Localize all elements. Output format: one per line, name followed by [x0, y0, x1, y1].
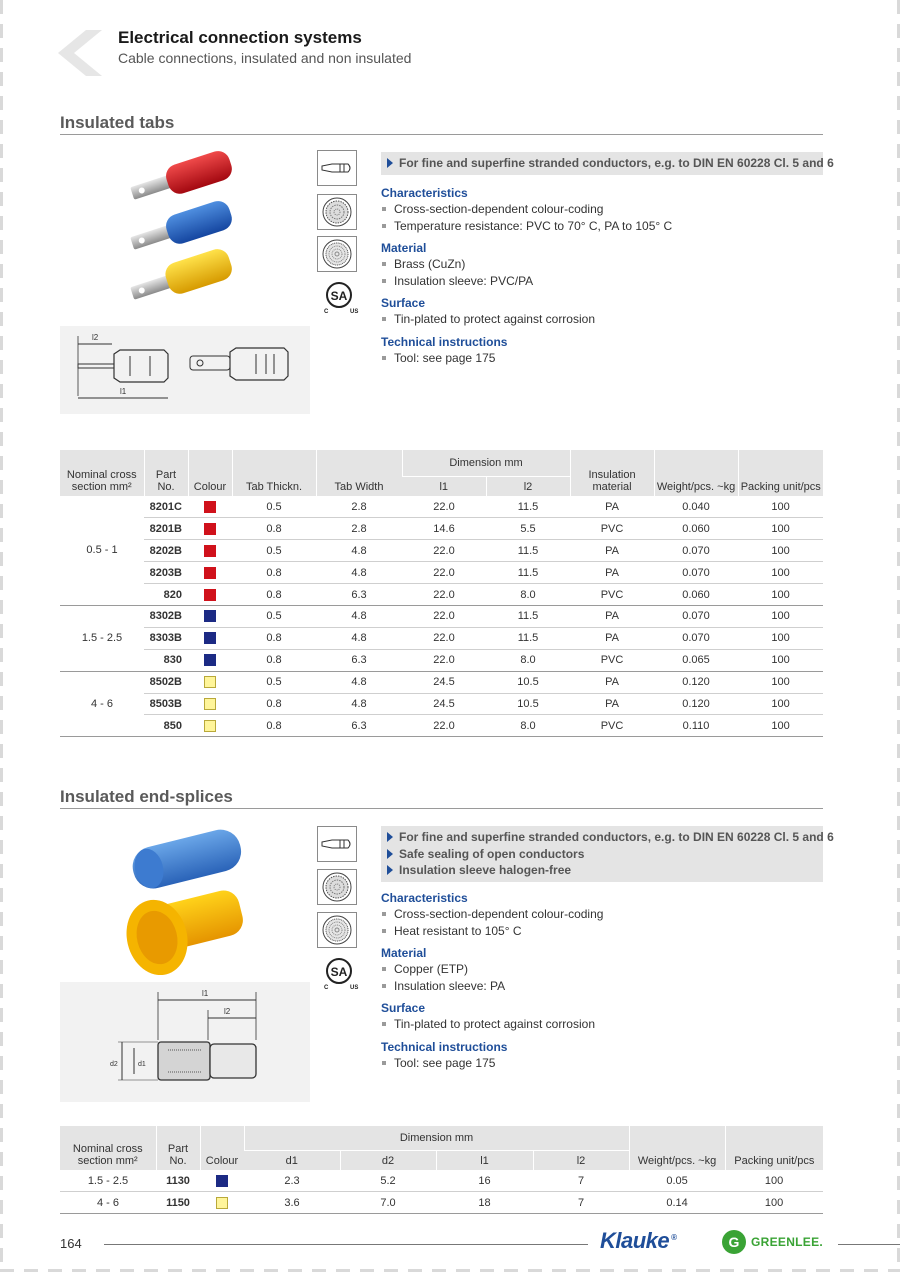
- cross-section-cell: 4 - 6: [60, 1192, 156, 1214]
- feature-line: [387, 862, 815, 879]
- terminal-lug-icon: [317, 150, 357, 186]
- page-title: Electrical connection systems: [118, 28, 362, 47]
- colour-cell: [188, 627, 232, 649]
- section-divider: [60, 134, 823, 135]
- spec-item: Insulation sleeve: PA: [381, 978, 821, 995]
- spec-item: Tool: see page 175: [381, 1055, 821, 1072]
- l2-cell: 10.5: [486, 671, 570, 693]
- page-subtitle: Cable connections, insulated and non insulated: [118, 50, 412, 66]
- insulation-cell: PA: [570, 693, 654, 715]
- col-header-d1: d1: [244, 1150, 340, 1170]
- l2-cell: 11.5: [486, 540, 570, 562]
- table-row: [60, 496, 823, 518]
- l1-cell: 22.0: [402, 562, 486, 584]
- drawing-label-l2: l2: [92, 333, 99, 342]
- weight-cell: 0.065: [654, 649, 738, 671]
- insulated-end-splices-photo: [118, 825, 248, 975]
- spec-heading-technical-instructions: Technical instructions: [381, 1039, 508, 1054]
- klauke-logo-text: Klauke: [600, 1228, 670, 1253]
- triangle-bullet-icon: [387, 849, 393, 859]
- table-row: [60, 649, 823, 671]
- cross-section-cell: 0.5 - 1: [60, 496, 144, 605]
- part-number-cell: 850: [144, 715, 188, 737]
- colour-swatch-red: [204, 545, 216, 557]
- col-header-cross-section: Nominal cross section mm²: [60, 1126, 156, 1170]
- colour-cell: [188, 518, 232, 540]
- colour-swatch-blue: [204, 632, 216, 644]
- csa-certification-icon: [318, 956, 360, 990]
- spec-heading-characteristics: Characteristics: [381, 186, 468, 200]
- insulation-cell: PVC: [570, 518, 654, 540]
- tab-thickness-cell: 0.8: [232, 649, 316, 671]
- tab-width-cell: 2.8: [316, 518, 402, 540]
- l2-cell: 8.0: [486, 715, 570, 737]
- csa-mark-main: SA: [330, 289, 348, 303]
- colour-cell: [188, 496, 232, 518]
- insulation-cell: PA: [570, 605, 654, 627]
- registered-mark: ®: [671, 1232, 677, 1242]
- weight-cell: 0.070: [654, 627, 738, 649]
- cross-section-cell: 4 - 6: [60, 671, 144, 737]
- tab-thickness-cell: 0.8: [232, 627, 316, 649]
- chevron-left-icon: [58, 30, 102, 76]
- l1-cell: 22.0: [402, 496, 486, 518]
- part-number-cell: 8503B: [144, 693, 188, 715]
- d1-cell: 2.3: [244, 1170, 340, 1192]
- insulation-cell: PA: [570, 671, 654, 693]
- csa-mark-c: C: [324, 309, 329, 314]
- tab-thickness-cell: 0.5: [232, 540, 316, 562]
- drawing-label-d2: d2: [110, 1061, 118, 1068]
- col-header-insulation: Insulation material: [570, 450, 654, 496]
- colour-cell: [200, 1192, 244, 1214]
- part-number-cell: 8202B: [144, 540, 188, 562]
- col-header-cross-section: Nominal cross section mm²: [60, 450, 144, 496]
- packing-cell: 100: [725, 1170, 823, 1192]
- part-number-cell: 8201C: [144, 496, 188, 518]
- weight-cell: 0.060: [654, 518, 738, 540]
- packing-cell: 100: [738, 584, 823, 606]
- feature-text: For fine and superfine stranded conductors, e.g. to DIN EN 60228 Cl. 5 and 6: [399, 156, 834, 170]
- colour-cell: [188, 562, 232, 584]
- col-header-packing: Packing unit/pcs: [738, 450, 823, 496]
- part-number-cell: 1150: [156, 1192, 200, 1214]
- tab-width-cell: 4.8: [316, 540, 402, 562]
- drawing-label-l1: l1: [120, 387, 127, 396]
- packing-cell: 100: [738, 540, 823, 562]
- weight-cell: 0.110: [654, 715, 738, 737]
- tab-width-cell: 4.8: [316, 562, 402, 584]
- spec-heading-surface: Surface: [381, 1001, 426, 1015]
- section-title-insulated-end-splices: Insulated end-splices: [60, 787, 233, 806]
- packing-cell: 100: [738, 562, 823, 584]
- colour-cell: [188, 584, 232, 606]
- colour-swatch-yellow: [204, 720, 216, 732]
- greenlee-logo-text: GREENLEE.: [751, 1235, 824, 1249]
- spec-list-insulated-tabs: [381, 185, 821, 366]
- feature-text: Insulation sleeve halogen-free: [399, 863, 572, 877]
- colour-swatch-red: [204, 523, 216, 535]
- csa-mark-main: SA: [330, 965, 348, 979]
- colour-swatch-blue: [216, 1175, 228, 1187]
- feature-line: [387, 846, 815, 863]
- table-row: [60, 584, 823, 606]
- page-number: 164: [60, 1236, 82, 1251]
- insulation-cell: PVC: [570, 649, 654, 671]
- csa-mark-c: C: [324, 985, 329, 990]
- part-number-cell: 8201B: [144, 518, 188, 540]
- tab-width-cell: 4.8: [316, 693, 402, 715]
- feature-text: For fine and superfine stranded conductors, e.g. to DIN EN 60228 Cl. 5 and 6: [399, 830, 834, 844]
- col-header-tab-thickness: Tab Thickn.: [232, 450, 316, 496]
- spec-item: Tool: see page 175: [381, 350, 821, 367]
- colour-swatch-red: [204, 567, 216, 579]
- tab-width-cell: 2.8: [316, 496, 402, 518]
- colour-cell: [188, 671, 232, 693]
- csa-certification-icon: [318, 280, 360, 314]
- l1-cell: 16: [436, 1170, 533, 1192]
- klauke-logo: [600, 1228, 677, 1254]
- colour-swatch-yellow: [204, 676, 216, 688]
- table-row: [60, 693, 823, 715]
- l1-cell: 22.0: [402, 649, 486, 671]
- cross-section-cell: 1.5 - 2.5: [60, 1170, 156, 1192]
- l1-cell: 22.0: [402, 584, 486, 606]
- spec-item: Cross-section-dependent colour-coding: [381, 201, 821, 218]
- superfine-stranded-conductor-icon: [317, 912, 357, 948]
- l1-cell: 22.0: [402, 605, 486, 627]
- terminal-lug-icon: [317, 826, 357, 862]
- cross-section-cell: 1.5 - 2.5: [60, 605, 144, 671]
- tab-thickness-cell: 0.8: [232, 518, 316, 540]
- weight-cell: 0.070: [654, 540, 738, 562]
- colour-cell: [188, 605, 232, 627]
- tab-width-cell: 6.3: [316, 649, 402, 671]
- tab-thickness-cell: 0.5: [232, 496, 316, 518]
- fine-stranded-conductor-icon: [317, 869, 357, 905]
- l1-cell: 22.0: [402, 540, 486, 562]
- packing-cell: 100: [738, 693, 823, 715]
- col-header-l2: l2: [486, 476, 570, 496]
- insulation-cell: PA: [570, 496, 654, 518]
- col-header-colour: Colour: [188, 450, 232, 496]
- l2-cell: 8.0: [486, 649, 570, 671]
- l1-cell: 24.5: [402, 693, 486, 715]
- l2-cell: 11.5: [486, 496, 570, 518]
- table-row: [60, 562, 823, 584]
- l2-cell: 10.5: [486, 693, 570, 715]
- footer-rule: [104, 1244, 588, 1245]
- spec-heading-characteristics: Characteristics: [381, 891, 468, 905]
- table-row: [60, 1192, 823, 1214]
- triangle-bullet-icon: [387, 158, 393, 168]
- end-splice-drawing: [60, 982, 310, 1102]
- col-header-tab-width: Tab Width: [316, 450, 402, 496]
- spec-item: Copper (ETP): [381, 961, 821, 978]
- col-header-dimension: Dimension mm: [244, 1126, 629, 1150]
- table-row: [60, 671, 823, 693]
- feature-box-insulated-end-splices: [381, 826, 834, 882]
- spec-heading-technical-instructions: Technical instructions: [381, 334, 508, 349]
- part-number-cell: 1130: [156, 1170, 200, 1192]
- spec-item: Insulation sleeve: PVC/PA: [381, 273, 821, 290]
- insulation-cell: PA: [570, 540, 654, 562]
- spec-item: Heat resistant to 105° C: [381, 923, 821, 940]
- table-row: [60, 540, 823, 562]
- l2-cell: 11.5: [486, 605, 570, 627]
- l2-cell: 7: [533, 1192, 629, 1214]
- fine-stranded-conductor-icon: [317, 194, 357, 230]
- l1-cell: 22.0: [402, 715, 486, 737]
- insulated-end-splices-table: [60, 1126, 823, 1214]
- colour-swatch-blue: [204, 654, 216, 666]
- feature-text: Safe sealing of open conductors: [399, 846, 585, 861]
- insulation-cell: PA: [570, 627, 654, 649]
- drawing-label-l2: l2: [224, 1007, 231, 1016]
- l2-cell: 11.5: [486, 562, 570, 584]
- col-header-weight: Weight/pcs. ~kg: [629, 1126, 725, 1170]
- spec-heading-material: Material: [381, 946, 427, 960]
- l1-cell: 22.0: [402, 627, 486, 649]
- weight-cell: 0.040: [654, 496, 738, 518]
- spec-item: Tin-plated to protect against corrosion: [381, 1016, 821, 1033]
- weight-cell: 0.070: [654, 605, 738, 627]
- feature-line: [387, 829, 834, 846]
- colour-cell: [188, 715, 232, 737]
- tab-width-cell: 4.8: [316, 605, 402, 627]
- spec-item: Tin-plated to protect against corrosion: [381, 311, 821, 328]
- col-header-part-no: Part No.: [144, 450, 188, 496]
- packing-cell: 100: [738, 671, 823, 693]
- spec-heading-surface: Surface: [381, 296, 426, 310]
- tab-width-cell: 4.8: [316, 671, 402, 693]
- greenlee-logo: [722, 1230, 823, 1254]
- tab-width-cell: 6.3: [316, 584, 402, 606]
- insulated-tab-drawing: [60, 326, 310, 414]
- tab-thickness-cell: 0.8: [232, 584, 316, 606]
- section-divider: [60, 808, 823, 809]
- table-row: [60, 518, 823, 540]
- drawing-label-d1: d1: [138, 1061, 146, 1068]
- l2-cell: 11.5: [486, 627, 570, 649]
- colour-cell: [200, 1170, 244, 1192]
- col-header-colour: Colour: [200, 1126, 244, 1170]
- packing-cell: 100: [725, 1192, 823, 1214]
- tab-thickness-cell: 0.8: [232, 715, 316, 737]
- tab-thickness-cell: 0.5: [232, 671, 316, 693]
- colour-swatch-yellow: [216, 1197, 228, 1209]
- drawing-label-l1: l1: [202, 989, 209, 998]
- part-number-cell: 8302B: [144, 605, 188, 627]
- col-header-l1: l1: [436, 1150, 533, 1170]
- triangle-bullet-icon: [387, 832, 393, 842]
- feature-box-insulated-tabs: [381, 152, 834, 175]
- tab-width-cell: 6.3: [316, 715, 402, 737]
- colour-swatch-red: [204, 501, 216, 513]
- d2-cell: 5.2: [340, 1170, 436, 1192]
- colour-cell: [188, 693, 232, 715]
- colour-swatch-red: [204, 589, 216, 601]
- csa-mark-us: US: [350, 985, 359, 990]
- spec-item: Temperature resistance: PVC to 70° C, PA to 105° C: [381, 218, 821, 235]
- tab-thickness-cell: 0.8: [232, 693, 316, 715]
- weight-cell: 0.14: [629, 1192, 725, 1214]
- triangle-bullet-icon: [387, 865, 393, 875]
- table-row: [60, 605, 823, 627]
- weight-cell: 0.060: [654, 584, 738, 606]
- l1-cell: 24.5: [402, 671, 486, 693]
- d1-cell: 3.6: [244, 1192, 340, 1214]
- colour-swatch-blue: [204, 610, 216, 622]
- part-number-cell: 820: [144, 584, 188, 606]
- col-header-weight: Weight/pcs. ~kg: [654, 450, 738, 496]
- col-header-packing: Packing unit/pcs: [725, 1126, 823, 1170]
- col-header-d2: d2: [340, 1150, 436, 1170]
- weight-cell: 0.05: [629, 1170, 725, 1192]
- superfine-stranded-conductor-icon: [317, 236, 357, 272]
- insulated-tabs-photo: [125, 148, 245, 308]
- colour-cell: [188, 649, 232, 671]
- tab-width-cell: 4.8: [316, 627, 402, 649]
- weight-cell: 0.070: [654, 562, 738, 584]
- part-number-cell: 8502B: [144, 671, 188, 693]
- insulation-cell: PVC: [570, 584, 654, 606]
- l1-cell: 14.6: [402, 518, 486, 540]
- packing-cell: 100: [738, 627, 823, 649]
- col-header-part-no: Part No.: [156, 1126, 200, 1170]
- table-row: [60, 715, 823, 737]
- footer-rule: [838, 1244, 900, 1245]
- col-header-l2: l2: [533, 1150, 629, 1170]
- packing-cell: 100: [738, 649, 823, 671]
- insulation-cell: PVC: [570, 715, 654, 737]
- weight-cell: 0.120: [654, 671, 738, 693]
- tab-thickness-cell: 0.8: [232, 562, 316, 584]
- part-number-cell: 830: [144, 649, 188, 671]
- d2-cell: 7.0: [340, 1192, 436, 1214]
- insulation-cell: PA: [570, 562, 654, 584]
- l2-cell: 7: [533, 1170, 629, 1192]
- page-frame-left: [0, 0, 3, 1272]
- part-number-cell: 8303B: [144, 627, 188, 649]
- col-header-dimension: Dimension mm: [402, 450, 570, 476]
- spec-heading-material: Material: [381, 241, 427, 255]
- packing-cell: 100: [738, 715, 823, 737]
- l1-cell: 18: [436, 1192, 533, 1214]
- table-row: [60, 1170, 823, 1192]
- colour-cell: [188, 540, 232, 562]
- spec-item: Brass (CuZn): [381, 256, 821, 273]
- spec-item: Cross-section-dependent colour-coding: [381, 906, 821, 923]
- colour-swatch-yellow: [204, 698, 216, 710]
- col-header-l1: l1: [402, 476, 486, 496]
- packing-cell: 100: [738, 605, 823, 627]
- packing-cell: 100: [738, 496, 823, 518]
- spec-list-insulated-end-splices: [381, 890, 821, 1071]
- feature-line: [387, 155, 834, 172]
- weight-cell: 0.120: [654, 693, 738, 715]
- packing-cell: 100: [738, 518, 823, 540]
- table-row: [60, 627, 823, 649]
- csa-mark-us: US: [350, 309, 359, 314]
- insulated-tabs-table: [60, 450, 823, 737]
- section-title-insulated-tabs: Insulated tabs: [60, 113, 175, 132]
- part-number-cell: 8203B: [144, 562, 188, 584]
- greenlee-g-icon: G: [722, 1230, 746, 1254]
- l2-cell: 8.0: [486, 584, 570, 606]
- tab-thickness-cell: 0.5: [232, 605, 316, 627]
- l2-cell: 5.5: [486, 518, 570, 540]
